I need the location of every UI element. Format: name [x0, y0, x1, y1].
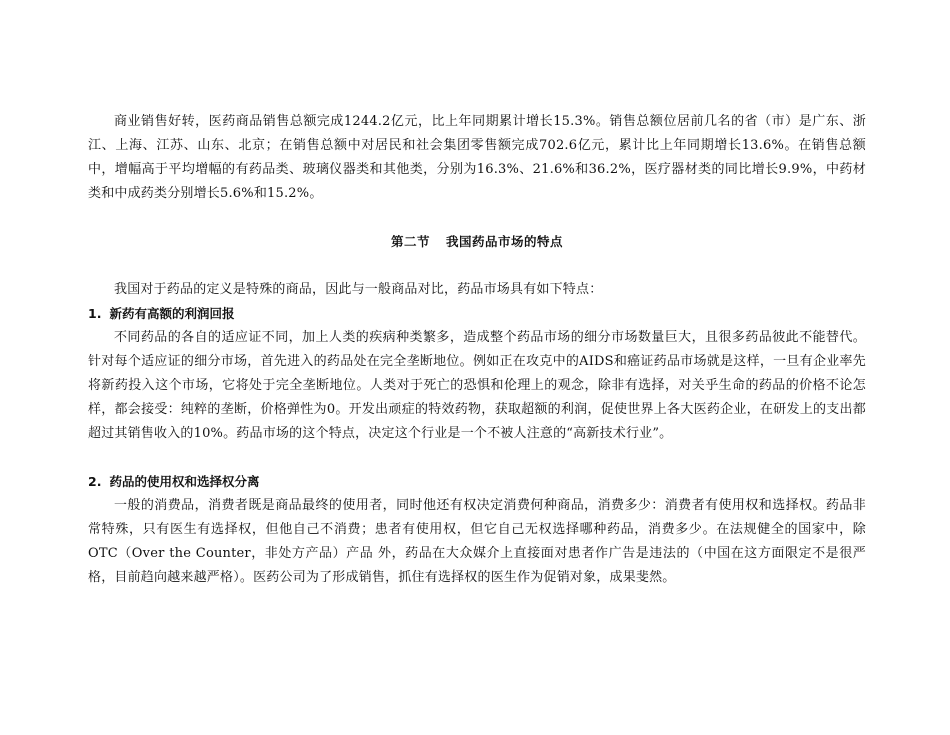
- section-heading: [88, 230, 866, 254]
- item-2-title: 药品的使用权和选择权分离: [109, 474, 260, 489]
- intro-paragraph: 我国对于药品的定义是特殊的商品，因此与一般商品对比，药品市场具有如下特点：: [114, 282, 603, 297]
- item-2-number: 2.: [88, 474, 102, 489]
- item-1-heading: [88, 302, 866, 326]
- item-1-body: 不同药品的各自的适应证不同，加上人类的疾病种类繁多，造成整个药品市场的细分市场数量巨大，且很多药品彼此不能替代。针对每个适应证的细分市场，首先进入的药品处在完全垄断地位。例如正在攻克中的AIDS和癌证药品市场就是这样，一旦有企业率先将新药投入这个市场，它将处于完全垄断地位。人类对于死亡的恐惧和伦理上的观念，除非有选择，对关乎生命的药品的价格不论怎样，都会接受：纯粹的垄断，价格弹性为0。开发出顽症的特效药物，获取超额的利润，促使世界上各大医药企业，在研发上的支出都超过其销售收入的10%。药品市场的这个特点，决定这个行业是一个不被人注意的“高新技术行业”。: [88, 330, 866, 441]
- section-number: 第二节: [390, 234, 430, 249]
- item-2-body: 一般的消费品，消费者既是商品最终的使用者，同时他还有权决定消费何种商品，消费多少：消费者有使用权和选择权。药品非常特殊，只有医生有选择权，但他自己不消费；患者有使用权，但它自己无权选择哪种药品，消费多少。在法规健全的国家中，除OTC（Over the Counter，非处方产品）产品 外，药品在大众媒介上直接面对患者作广告是违法的（中国在这方面限定不是很严格，目前趋向越来越严格）。医药公司为了形成销售，抓住有选择权的医生作为促销对象，成果斐然。: [88, 498, 866, 585]
- document-page: [88, 110, 866, 590]
- section-title: 我国药品市场的特点: [446, 234, 564, 249]
- sales-paragraph: 商业销售好转，医药商品销售总额完成1244.2亿元，比上年同期累计增长15.3%。销售总额位居前几名的省（市）是广东、浙江、上海、江苏、山东、北京；在销售总额中对居民和社会集团零售额完成702.6亿元，累计比上年同期增长13.6%。在销售总额中，增幅高于平均增幅的有药品类、玻璃仪器类和其他类，分别为16.3%、21.6%和36.2%，医疗器材类的同比增长9.9%，中药材类和中成药类分别增长5.6%和15.2%。: [88, 114, 866, 201]
- item-1-number: 1.: [88, 306, 102, 321]
- item-2-heading: [88, 470, 866, 494]
- item-1-title: 新药有高额的利润回报: [109, 306, 235, 321]
